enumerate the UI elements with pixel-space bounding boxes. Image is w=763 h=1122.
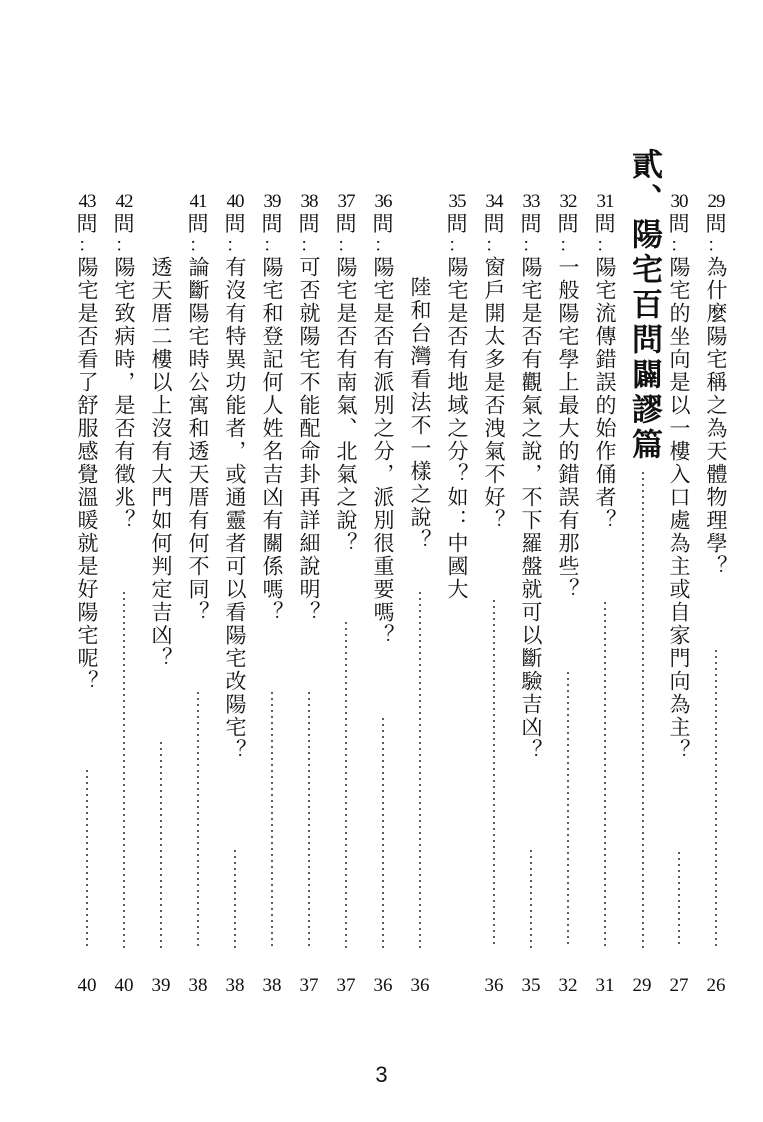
question-label: 問 [446,212,468,236]
question-colon: ： [522,235,540,256]
question-number: 29 [707,191,725,212]
question-number: 40 [226,191,244,212]
question-text: 陽宅是否有南氣、北氣之說？ [334,256,358,555]
toc-entry-42 [109,192,139,532]
page-ref: 37 [336,975,356,996]
question-label: 問 [113,212,135,236]
question-colon: ： [448,235,466,256]
dot-leader [160,740,162,948]
question-number: 33 [522,191,540,212]
dot-leader [234,848,236,948]
dot-leader [419,590,421,948]
toc-entry-41 [183,192,213,624]
page-ref: 39 [151,975,171,996]
page-ref: 31 [595,975,615,996]
toc-entry-33 [516,192,546,762]
question-number: 37 [337,191,355,212]
question-colon: ： [374,235,392,256]
toc-entry-36 [368,192,398,647]
toc-entry-39 [257,192,287,624]
page-ref: 38 [188,975,208,996]
question-text: 陽宅流傳錯誤的始作俑者？ [593,256,617,532]
toc-entry-34 [479,192,509,532]
page-ref: 38 [225,975,245,996]
question-number: 36 [374,191,392,212]
page-ref: 36 [484,975,504,996]
toc-entry-35 [442,192,472,601]
question-colon: ： [559,235,577,256]
question-colon: ： [263,235,281,256]
toc-entry-43 [72,192,102,693]
question-colon: ： [115,235,133,256]
toc-entry-40 [220,192,250,762]
heading-page-ref: 29 [632,975,652,996]
question-text: 陽宅的坐向是以一樓入口處為主或自家門向為主？ [667,256,691,762]
page-ref: 26 [706,975,726,996]
question-text-continuation: 透天厝二樓以上沒有大門如何判定吉凶？ [149,256,173,670]
question-label: 問 [668,212,690,236]
dot-leader [382,716,384,948]
toc-entry-35-continuation [405,276,435,552]
dot-leader [642,470,644,948]
question-text: 陽宅是否有派別之分，派別很重要嗎？ [371,256,395,647]
toc-entry-38 [294,192,324,624]
question-label: 問 [557,212,579,236]
question-text: 為什麼陽宅稱之為天體物理學？ [704,256,728,578]
question-label: 問 [224,212,246,236]
page-ref: 40 [77,975,97,996]
question-label: 問 [483,212,505,236]
question-label: 問 [261,212,283,236]
question-number: 43 [78,191,96,212]
question-number: 32 [559,191,577,212]
toc-entry-31 [590,192,620,532]
question-text: 有沒有特異功能者，或通靈者可以看陽宅改陽宅？ [223,256,247,762]
question-text: 陽宅是否有觀氣之說，不下羅盤就可以斷驗吉凶？ [519,256,543,762]
dot-leader [715,648,717,948]
page-ref: 40 [114,975,134,996]
question-text: 可否就陽宅不能配命卦再詳細說明？ [297,256,321,624]
question-colon: ： [707,235,725,256]
question-label: 問 [187,212,209,236]
question-colon: ： [337,235,355,256]
question-text: 陽宅致病時，是否有徵兆？ [112,256,136,532]
question-colon: ： [78,235,96,256]
page-ref: 37 [299,975,319,996]
question-number: 42 [115,191,133,212]
page-ref: 27 [669,975,689,996]
page-ref: 35 [521,975,541,996]
dot-leader [345,620,347,948]
dot-leader [678,850,680,948]
question-colon: ： [485,235,503,256]
question-label: 問 [594,212,616,236]
question-label: 問 [76,212,98,236]
toc-entry-37 [331,192,361,555]
toc-entry-32 [553,192,583,601]
question-number: 35 [448,191,466,212]
dot-leader [271,690,273,948]
question-colon: ： [596,235,614,256]
dot-leader [530,848,532,948]
question-label: 問 [335,212,357,236]
question-text-continuation: 陸和台灣看法不一樣之說？ [408,276,432,552]
question-number: 38 [300,191,318,212]
question-colon: ： [189,235,207,256]
dot-leader [86,768,88,948]
dot-leader [604,600,606,948]
question-number: 39 [263,191,281,212]
section-heading: 貳、陽宅百問闢謬篇 [626,148,662,463]
dot-leader [567,670,569,948]
question-number: 34 [485,191,503,212]
question-label: 問 [705,212,727,236]
page-ref: 38 [262,975,282,996]
page-number: 3 [375,1062,388,1087]
page-ref: 36 [373,975,393,996]
question-number: 41 [189,191,207,212]
page-ref: 32 [558,975,578,996]
question-colon: ： [670,235,688,256]
question-text: 窗戶開太多是否洩氣不好？ [482,256,506,532]
question-number: 30 [670,191,688,212]
question-number: 31 [596,191,614,212]
toc-entry-30 [664,192,694,762]
question-text: 論斷陽宅時公寓和透天厝有何不同？ [186,256,210,624]
question-colon: ： [300,235,318,256]
question-text: 陽宅是否有地域之分？如：中國大 [445,256,469,601]
question-text: 陽宅和登記何人姓名吉凶有關係嗎？ [260,256,284,624]
question-label: 問 [520,212,542,236]
question-label: 問 [298,212,320,236]
dot-leader [493,598,495,948]
toc-entry-41-continuation [146,256,176,670]
dot-leader [308,690,310,948]
page-ref: 36 [410,975,430,996]
dot-leader [197,690,199,948]
question-colon: ： [226,235,244,256]
question-text: 一般陽宅學上最大的錯誤有那些？ [556,256,580,601]
question-label: 問 [372,212,394,236]
question-text: 陽宅是否看了舒服感覺溫暖就是好陽宅呢？ [75,256,99,693]
dot-leader [123,590,125,948]
toc-entry-29 [701,192,731,578]
